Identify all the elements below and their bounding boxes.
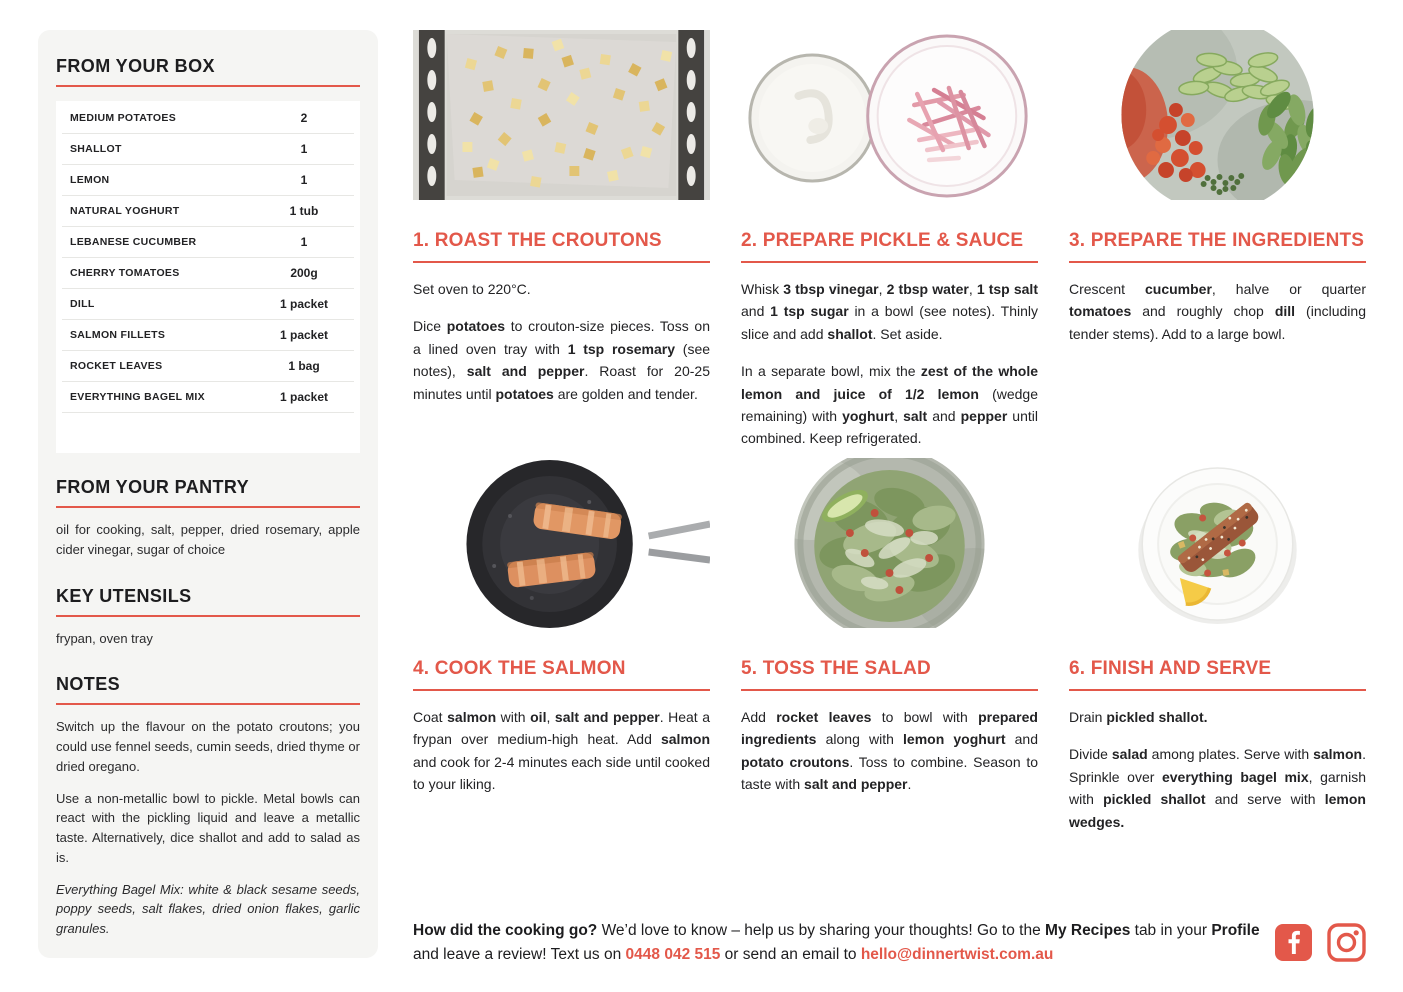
ingredient-qty: 1 packet xyxy=(279,297,329,311)
text-segment: How did the cooking go? xyxy=(413,921,598,939)
pantry-text: oil for cooking, salt, pepper, dried rosemary, apple cider vinegar, sugar of choice xyxy=(56,522,360,557)
table-row xyxy=(62,351,354,382)
step-1-title-underline xyxy=(413,261,710,263)
ingredient-qty: 1 xyxy=(300,173,308,187)
ingredient-label: LEBANESE CUCUMBER xyxy=(70,236,197,248)
step-3-title: 3. PREPARE THE INGREDIENTS xyxy=(1069,230,1365,251)
ingredient-label: EVERYTHING BAGEL MIX xyxy=(70,391,205,403)
text-segment: Divide xyxy=(1069,746,1112,763)
text-segment: and xyxy=(741,303,771,320)
text-segment: . Set aside. xyxy=(872,325,943,342)
text-segment: 2 tbsp water xyxy=(886,281,969,297)
text-segment: . xyxy=(907,776,912,793)
text-segment: yoghurt xyxy=(842,407,895,424)
phone-link[interactable]: 0448 042 515 xyxy=(625,945,721,963)
step-3-photo-ingredients-bowl xyxy=(1069,30,1366,200)
text-segment: . Heat a frypan over medium-high heat. Add xyxy=(413,709,711,748)
step-4-photo-salmon-frypan xyxy=(413,458,710,628)
text-segment: 1 tsp rosemary xyxy=(567,340,676,357)
text-segment: Dice xyxy=(413,318,447,335)
text-segment: tomatoes xyxy=(1069,303,1132,320)
step-2-title: 2. PREPARE PICKLE & SAUCE xyxy=(741,230,1024,251)
text-segment: dill xyxy=(1274,303,1296,320)
ingredient-qty: 1 bag xyxy=(288,359,320,373)
text-segment: salt xyxy=(903,407,928,424)
text-segment: and serve with xyxy=(1205,791,1325,808)
text-segment: or send an email to xyxy=(720,945,861,963)
step-1-paragraph xyxy=(413,315,710,405)
step-5-title: 5. TOSS THE SALAD xyxy=(741,658,931,679)
text-segment: in a bowl (see notes). Thinly slice and add xyxy=(741,303,1038,342)
ingredient-qty: 1 packet xyxy=(279,328,329,342)
text-segment: . Roast for 20-25 minutes until xyxy=(413,363,710,402)
ingredient-label: SALMON FILLETS xyxy=(70,329,166,341)
text-segment: zest of the whole lemon and juice of 1/2 lemon xyxy=(741,363,1038,402)
ingredients-table xyxy=(56,101,360,453)
text-segment: to crouton-size pieces. Toss on a lined oven tray with xyxy=(413,318,710,357)
text-segment: until combined. Keep refrigerated. xyxy=(741,407,1038,447)
text-segment: salt and pepper xyxy=(804,776,908,793)
text-segment: salt and pepper xyxy=(466,363,585,380)
ingredient-qty: 1 xyxy=(300,142,308,156)
ingredient-qty: 1 packet xyxy=(279,390,329,404)
step-1-photo-croutons-tray xyxy=(413,30,710,200)
steps-area xyxy=(413,30,1366,833)
facebook-icon[interactable] xyxy=(1275,924,1312,961)
step-6-photo-plated-dish xyxy=(1069,458,1366,628)
step-6-paragraph xyxy=(1069,743,1366,833)
text-segment: everything bagel mix xyxy=(1161,768,1309,785)
step-4 xyxy=(413,458,710,833)
text-segment: (see notes), xyxy=(413,340,711,380)
text-segment: are golden and tender. xyxy=(553,385,698,402)
step-1-paragraph xyxy=(413,278,710,300)
table-row xyxy=(62,227,354,258)
text-segment: , halve or quarter xyxy=(1211,281,1366,297)
text-segment: In a separate bowl, mix the xyxy=(741,363,921,380)
text-segment: . Sprinkle over xyxy=(1069,746,1366,785)
text-segment: salmon xyxy=(660,731,710,748)
key-utensils-title: KEY UTENSILS xyxy=(56,585,192,606)
text-segment: potatoes xyxy=(495,385,554,402)
step-2-paragraph xyxy=(741,360,1038,450)
step-6-paragraph xyxy=(1069,706,1366,728)
utensils-text: frypan, oven tray xyxy=(56,630,153,646)
step-2-photo-pickle-and-sauce xyxy=(741,30,1038,200)
ingredient-qty: 1 tub xyxy=(289,204,319,218)
text-segment: salmon xyxy=(447,709,497,725)
text-segment: and leave a review! Text us on xyxy=(413,945,626,963)
step-6 xyxy=(1069,458,1366,833)
text-segment: oil xyxy=(530,709,547,725)
text-segment: (including tender stems). Add to a large bowl. xyxy=(1069,303,1366,342)
step-6-title: 6. FINISH AND SERVE xyxy=(1069,658,1272,679)
ingredient-qty: 2 xyxy=(300,111,308,125)
text-segment: salad xyxy=(1111,746,1148,763)
table-row xyxy=(62,289,354,320)
table-row xyxy=(62,382,354,413)
ingredient-label: CHERRY TOMATOES xyxy=(70,267,180,279)
sidebar xyxy=(38,30,378,958)
text-segment: and xyxy=(927,407,961,424)
text-segment: tab in your xyxy=(1130,921,1212,939)
text-segment: and xyxy=(1005,731,1038,748)
note-paragraph: Use a non-metallic bowl to pickle. Metal bowls can react with the pickling liquid and leave a metallic taste. Alternatively, dice shallot and add to salad as is. xyxy=(56,790,360,865)
text-segment: rocket leaves xyxy=(776,709,872,725)
social-links xyxy=(1275,923,1366,962)
notes-underline xyxy=(56,703,360,705)
text-segment: potato croutons xyxy=(741,753,850,770)
note-paragraph: Switch up the flavour on the potato croutons; you could use fennel seeds, cumin seeds, dried thyme or dried oregano. xyxy=(56,719,360,774)
step-2 xyxy=(741,30,1038,458)
text-segment: potatoes xyxy=(446,318,506,335)
text-segment: Set oven to 220°C. xyxy=(413,281,531,297)
table-row xyxy=(62,320,354,351)
text-segment: Coat xyxy=(413,709,448,725)
text-segment: , xyxy=(894,407,904,424)
table-row xyxy=(62,134,354,165)
text-segment: (wedge remaining) with xyxy=(741,385,1038,424)
text-segment: shallot xyxy=(827,325,873,342)
ingredient-label: NATURAL YOGHURT xyxy=(70,205,180,217)
text-segment: Whisk xyxy=(741,281,784,297)
text-segment: pepper xyxy=(960,407,1008,424)
text-segment: 1 tsp sugar xyxy=(770,303,849,320)
table-row xyxy=(62,103,354,134)
text-segment: with xyxy=(496,709,531,725)
text-segment: 1 tsp salt xyxy=(976,281,1038,297)
text-segment: and cook for 2-4 minutes each side until cooked to your liking. xyxy=(413,753,710,793)
text-segment: salt and pepper xyxy=(554,709,660,725)
text-segment: lemon wedges. xyxy=(1069,791,1366,830)
text-segment: salmon xyxy=(1313,746,1363,763)
step-5-photo-tossed-salad xyxy=(741,458,1038,628)
text-segment: . Toss to combine. Season to taste with xyxy=(741,753,1039,793)
text-segment: cucumber xyxy=(1145,281,1212,297)
text-segment: , xyxy=(546,709,555,725)
footer xyxy=(413,903,1366,982)
ingredient-qty: 200g xyxy=(290,266,318,280)
ingredient-label: LEMON xyxy=(70,174,110,186)
text-segment: , xyxy=(968,281,977,297)
text-segment: Profile xyxy=(1211,921,1260,939)
note-paragraph-bagel-mix: Everything Bagel Mix: white & black sesame seeds, poppy seeds, salt flakes, dried onion flakes, garlic granules. xyxy=(56,881,360,936)
instagram-icon[interactable] xyxy=(1327,923,1366,962)
key-utensils-underline xyxy=(56,615,360,617)
step-1 xyxy=(413,30,710,458)
from-your-box-title: FROM YOUR BOX xyxy=(56,56,215,76)
step-4-title: 4. COOK THE SALMON xyxy=(413,658,626,679)
text-segment: Crescent xyxy=(1069,281,1145,297)
text-segment: Drain xyxy=(1069,709,1107,725)
step-3-title-underline xyxy=(1069,261,1366,263)
ingredient-label: DILL xyxy=(70,298,95,310)
step-4-title-underline xyxy=(413,689,710,691)
step-5-title-underline xyxy=(741,689,1038,691)
step-4-paragraph xyxy=(413,706,710,796)
step-1-title: 1. ROAST THE CROUTONS xyxy=(413,230,662,251)
step-2-paragraph xyxy=(741,278,1038,345)
text-segment: , xyxy=(878,281,887,297)
table-row xyxy=(62,258,354,289)
text-segment: pickled shallot. xyxy=(1106,709,1208,725)
text-segment: pickled shallot xyxy=(1103,791,1206,808)
text-segment: We’d love to know – help us by sharing your thoughts! Go to the xyxy=(597,921,1046,939)
from-your-box-underline xyxy=(56,85,360,87)
text-segment: 3 tbsp vinegar xyxy=(783,281,879,297)
notes-section xyxy=(56,717,360,939)
text-segment: lemon yoghurt xyxy=(903,731,1006,748)
text-segment: Add xyxy=(741,709,777,725)
from-your-pantry-title: FROM YOUR PANTRY xyxy=(56,477,250,497)
ingredient-label: MEDIUM POTATOES xyxy=(70,112,177,124)
text-segment: to bowl with xyxy=(871,709,979,725)
step-5-paragraph xyxy=(741,706,1038,796)
step-2-title-underline xyxy=(741,261,1038,263)
text-segment: My Recipes xyxy=(1045,921,1131,939)
table-row xyxy=(62,196,354,227)
footer-feedback-text xyxy=(413,919,1261,967)
step-3-paragraph xyxy=(1069,278,1366,345)
step-6-title-underline xyxy=(1069,689,1366,691)
table-row xyxy=(62,165,354,196)
text-segment: among plates. Serve with xyxy=(1147,746,1314,763)
text-segment: , garnish with xyxy=(1069,768,1366,808)
ingredient-label: SHALLOT xyxy=(70,143,122,155)
step-5 xyxy=(741,458,1038,833)
ingredient-label: ROCKET LEAVES xyxy=(70,360,163,372)
email-link[interactable]: hello@dinnertwist.com.au xyxy=(860,945,1054,963)
notes-title: NOTES xyxy=(56,674,121,695)
text-segment: along with xyxy=(816,731,904,748)
text-segment: prepared ingredients xyxy=(741,709,1038,748)
ingredient-qty: 1 xyxy=(300,235,308,249)
from-your-pantry-underline xyxy=(56,506,360,508)
text-segment: and roughly chop xyxy=(1131,303,1275,320)
step-3 xyxy=(1069,30,1366,458)
